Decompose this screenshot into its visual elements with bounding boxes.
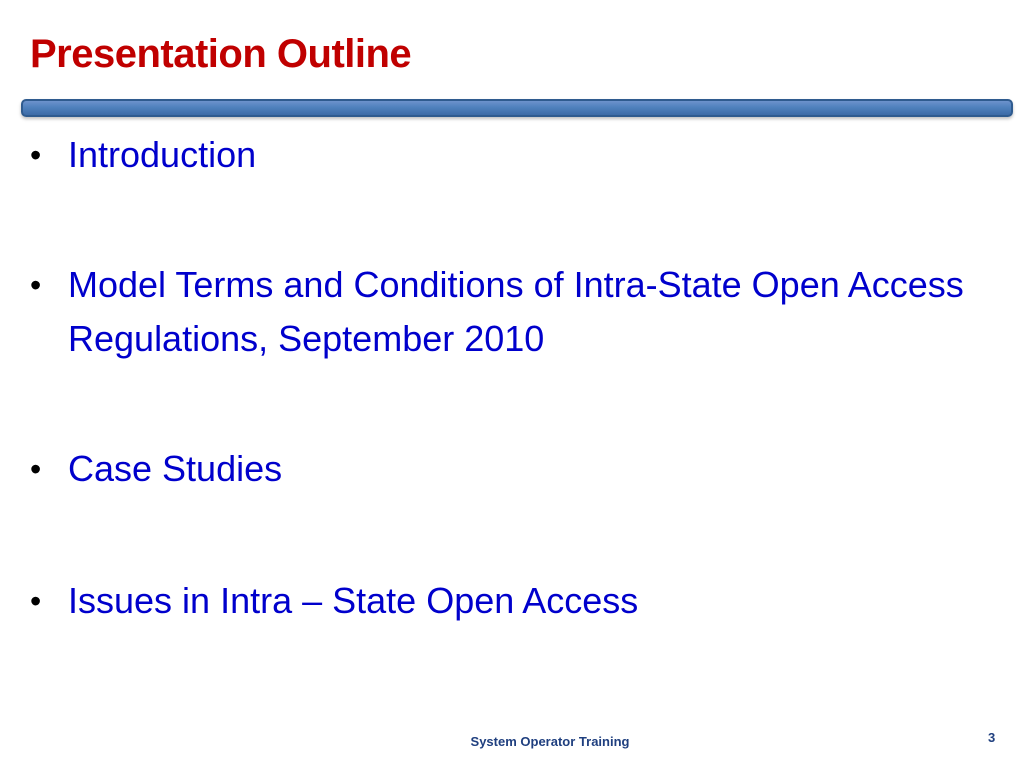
title-divider-bar (21, 99, 1013, 117)
bullet-text: Model Terms and Conditions of Intra-State Open Access Regulations, September 2010 (68, 264, 964, 359)
bullet-item-issues (30, 574, 990, 628)
slide-title: Presentation Outline (30, 32, 412, 76)
bullet-item-model-terms (30, 258, 990, 366)
bullet-icon: • (30, 583, 42, 619)
bullet-text: Issues in Intra – State Open Access (68, 580, 639, 621)
bullet-icon: • (30, 267, 42, 303)
bullet-text: Case Studies (68, 448, 283, 489)
bullet-item-case-studies (30, 442, 990, 496)
bullet-icon: • (30, 451, 42, 487)
bullet-icon: • (30, 137, 42, 173)
bullet-item-introduction (30, 128, 990, 182)
bullet-text: Introduction (68, 134, 257, 175)
slide-number: 3 (988, 730, 996, 745)
footer-text: System Operator Training (470, 734, 630, 749)
